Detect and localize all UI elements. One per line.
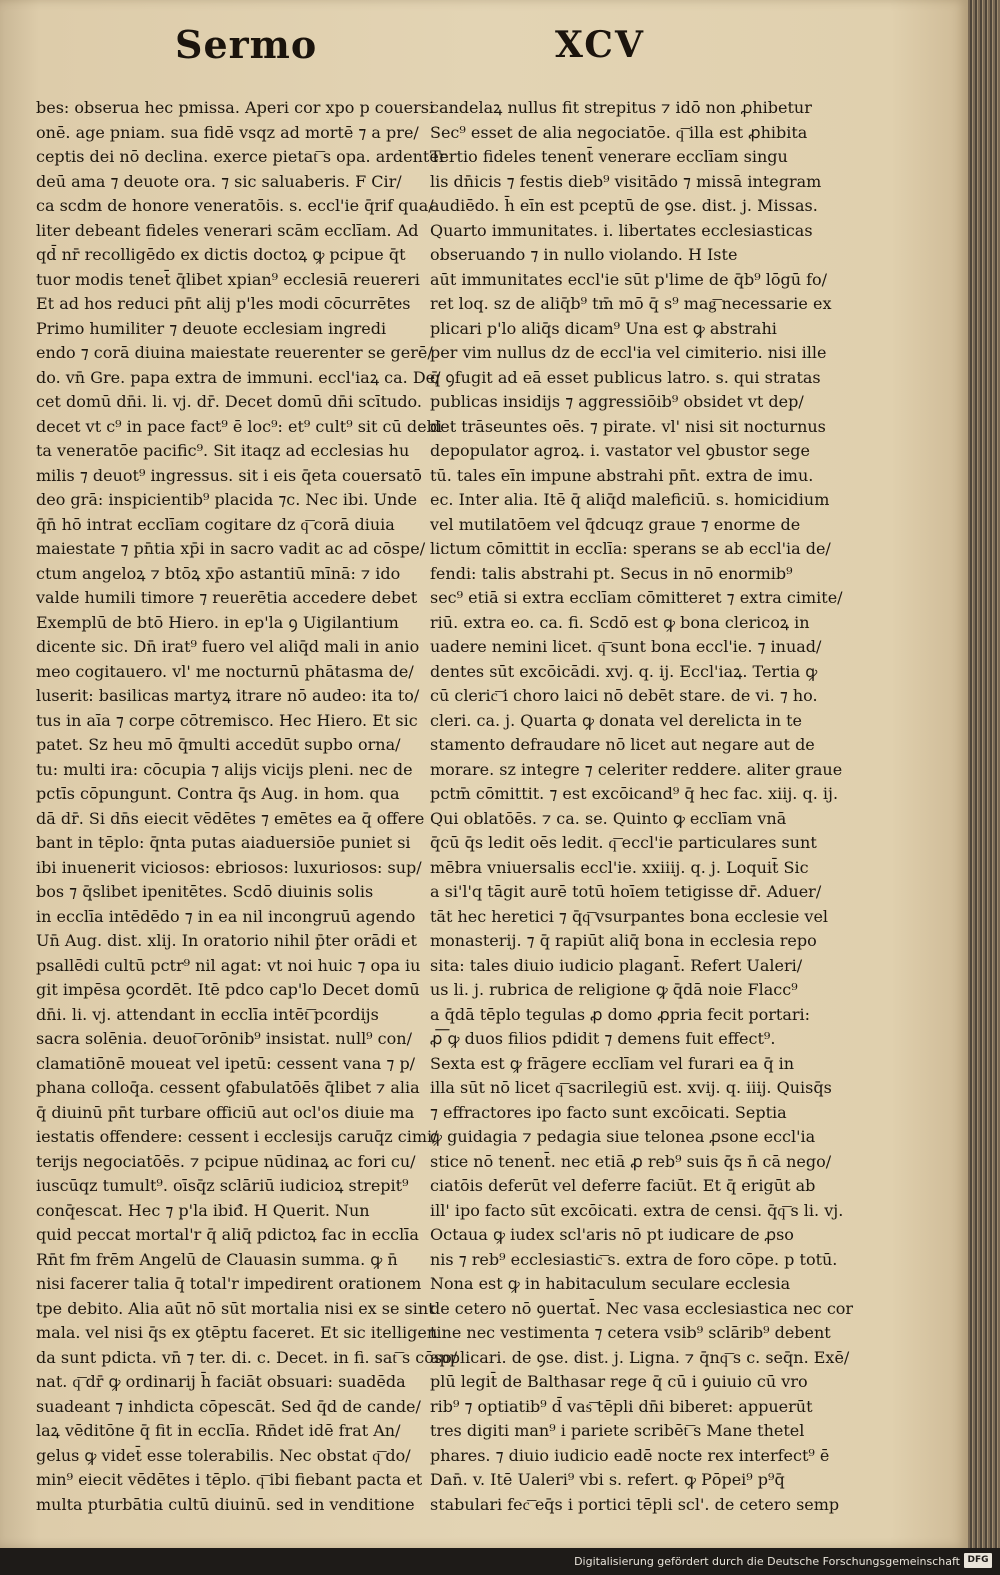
text-line: riū. extra eo. ca. fi. Scdō est ꝙ bona clericoꝝ in [430,612,810,632]
text-line: ec. Inter alia. Itē q̄ aliq̄d maleficiū. s. homicidium [430,490,830,509]
text-line: Sec⁹ esset de alia negociatōe. q͞ illa est ꝓhibita [430,122,808,142]
text-line: Dan̄. v. Itē Ualeri⁹ vbi s. refert. ꝙ Pōpei⁹ p⁹q̄ [430,1470,785,1489]
text-line: iuscūqz tumult⁹. oīsq̄z sclāriū iudicioꝝ strepit⁹ [36,1176,409,1195]
text-line: qd̄ nr̄ recolligēdo ex dictis doctoꝝ ꝙ pcipue q̄t [36,245,406,264]
text-line: tine nec vestimenta ⁊ cetera vsib⁹ sclārib⁹ debent [430,1323,831,1342]
text-line: bos ⁊ q̄slibet ipenitētes. Scdō diuinis solis [36,882,374,901]
text-line: deo grā: inspicientib⁹ placida ⁊c. Nec ibi. Unde [36,490,418,509]
text-line: mala. vel nisi q̄s ex ꝯtēptu faceret. Et sic itelligen [36,1323,438,1342]
text-line: ca scdm de honore veneratōis. s. eccl'ie q̄rif qua/ [36,196,434,215]
text-line: quid peccat mortal'r q̄ aliq̄ pdictoꝝ fac in ecclīa [36,1225,419,1244]
text-line: q̄n̄ hō intrat ecclīam cogitare dz q͞ corā diuia [36,514,395,534]
text-line: ctum angeloꝝ ⁊ btōꝝ xp̄o astantiū mīnā: ⁊ ido [36,563,401,583]
text-line: lictum cōmittit in ecclīa: sperans se ab eccl'ia de/ [430,539,831,558]
text-line: nisi facerer talia q̄ total'r impedirent orationem [36,1274,422,1293]
text-line: decet vt c⁹ in pace fact⁹ ē loc⁹: et⁹ cult⁹ sit cū debi [36,416,442,436]
text-line: stabulari fec͞ eq̄s i portici tēpli scl'. de cetero semp [430,1494,840,1514]
text-line: tāt hec heretici ⁊ q̄q͞ vsurpantes bona ecclesie vel [430,906,829,926]
text-line: sita: tales diuio iudicio plagant̄. Refert Ualeri/ [430,955,803,975]
text-line: mēbra vniuersalis eccl'ie. xxiiij. q. j. Loquit̄ Sic [430,857,809,877]
text-line: sec⁹ etiā si extra ecclīam cōmitteret ⁊ extra cimite/ [430,588,843,607]
text-line: Octaua ꝙ iudex scl'aris nō pt iudicare de ꝓso [430,1225,794,1244]
text-line: tres digiti man⁹ i pariete scribēt͞ s Mane thetel [430,1421,805,1440]
text-line: candelaꝝ nullus fit strepitus ⁊ idō non ꝓhibetur [430,98,812,117]
text-line: q̄ ꝯfugit ad eā esset publicus latro. s. qui stratas [430,367,821,387]
text-column-left [36,96,458,1517]
text-line: Et ad hos reduci pn̄t alij p'les modi cōcurrētes [36,294,411,313]
text-line: ta veneratōe pacific⁹. Sit itaqz ad ecclesias hu [36,441,410,460]
text-line: det trāseuntes oēs. ⁊ pirate. vl' nisi sit nocturnus [430,416,826,436]
text-line: da sunt pdicta. vn̄ ⁊ ter. di. c. Decet. in fi. sat͞ s cōso/ [36,1347,458,1367]
text-line: illa sūt nō licet q͞ sacrilegiū est. xvij. q. iiij. Quisq̄s [430,1078,832,1097]
text-line: q̄cū q̄s ledit oēs ledit. q͞ eccl'ie particulares sunt [430,833,817,852]
footer-credit: Digitalisierung gefördert durch die Deutsche Forschungsgemeinschaft [574,1555,960,1568]
text-line: vel mutilatōem vel q̄dcuqz graue ⁊ enorme de [430,514,801,534]
text-line: bes: obserua hec pmissa. Aperi cor xpo p couersi [36,98,435,117]
text-line: ill' ipo facto sūt excōicati. extra de censi. q̄q͞ s li. vj. [430,1200,844,1220]
text-line: ceptis dei nō declina. exerce pietat͞ s opa. ardenter [36,147,447,166]
text-line: Quarto immunitates. i. libertates ecclesiasticas [430,220,813,240]
text-line: dā dr̄. Si dn̄s eiecit vēdētes ⁊ emētes ea q̄ offere [36,808,425,828]
text-line: onē. age pniam. sua fidē vsqz ad mortē ⁊ a pre/ [36,122,419,142]
text-line: stice nō tenent̄. nec etiā ꝓ reb⁹ suis q̄s n̄ cā nego/ [430,1151,832,1171]
text-line: lis dn̄icis ⁊ festis dieb⁹ visitādo ⁊ missā integram [430,171,822,191]
text-line: ciatōis deferūt vel deferre faciūt. Et q̄ erigūt ab [430,1176,816,1195]
text-line: meo cogitauero. vl' me nocturnū phātasma de/ [36,661,414,681]
text-line: clamatiōnē moueat vel ipetū: cessent vana ⁊ p/ [36,1053,416,1073]
text-line: depopulator agroꝝ. i. vastator vel ꝯbustor sege [430,441,810,460]
text-line: phana colloq̄a. cessent ꝯfabulatōēs q̄libet ⁊ alia [36,1078,420,1097]
text-line: us li. j. rubrica de religione ꝙ q̄dā noie Flacc⁹ [430,980,798,999]
text-line: ꝙ guidagia ⁊ pedagia siue telonea ꝓsone eccl'ia [430,1127,816,1146]
text-line: liter debeant fideles venerari scām ecclīam. Ad [36,220,419,240]
dfg-logo-icon: DFG [964,1553,992,1568]
text-line: ret loq. sz de aliq̄b⁹ tm̄ mō q̄ s⁹ mag͞ necessarie ex [430,294,832,313]
text-line: nis ⁊ reb⁹ ecclesiastic͞ s. extra de foro cōpe. p totū. [430,1249,838,1269]
text-line: terijs negociatōēs. ⁊ pcipue nūdinaꝝ ac fori cu/ [36,1151,416,1171]
text-line: de cetero nō ꝯuertat̄. Nec vasa ecclesiastica nec cor [430,1298,854,1318]
text-line: patet. Sz heu mō q̄multi accedūt supbo orna/ [36,735,401,754]
text-line: cū cleric͞ i choro laici nō debēt stare. de vi. ⁊ ho. [430,686,818,705]
text-line: a si'l'q tāgit aurē totū hoīem tetigisse dr̄. Aduer/ [430,882,822,901]
text-line: multa pturbātia cultū diuinū. sed in venditione [36,1494,415,1514]
text-line: tū. tales eīn impune abstrahi pn̄t. extra de imu. [430,465,814,485]
text-line: ibi inuenerit viciosos: ebriosos: luxuriosos: sup/ [36,857,422,877]
text-line: nat. q͞ dr̄ ꝙ ordinarij h̄ faciāt obsuari: suadēda [36,1372,406,1391]
text-line: gelus ꝙ videt̄ esse tolerabilis. Nec obstat q͞ do/ [36,1445,411,1465]
text-line: per vim nullus dz de eccl'ia vel cimiterio. nisi ille [430,343,827,362]
text-line: cet domū dn̄i. li. vj. dr̄. Decet domū dn̄i scītudo. [36,392,422,411]
text-line: plū legit̄ de Balthasar rege q̄ cū i ꝯuiuio cū vro [430,1372,808,1391]
text-line: luserit: basilicas martyꝝ itrare nō audeo: ita to/ [36,686,420,705]
running-head-title: Sermo [175,22,318,67]
text-line: laꝝ vēditōne q̄ fit in ecclīa. Rn̄det idē frat An/ [36,1421,401,1440]
text-line: obseruando ⁊ in nullo violando. H Iste [430,245,738,264]
text-line: maiestate ⁊ pn̄tia xp̄i in sacro vadit ac ad cōspe/ [36,539,426,558]
text-line: Nona est ꝙ in habitaculum seculare ecclesia [430,1274,791,1293]
text-line: audiēdo. h̄ eīn est pceptū de ꝯse. dist. j. Missas. [430,196,818,215]
text-line: min⁹ eiecit vēdētes i tēplo. q͞ ibi fiebant pacta et [36,1470,423,1489]
text-line: iestatis offendere: cessent i ecclesijs caruq̄z cimi/ [36,1127,438,1146]
text-line: suadeant ⁊ inhdicta cōpescāt. Sed q̄d de cande/ [36,1396,421,1416]
text-line: phares. ⁊ diuio iudicio eadē nocte rex interfect⁹ ē [430,1445,830,1465]
text-line: endo ⁊ corā diuina maiestate reuerenter se gerē/ [36,343,433,362]
text-line: in ecclīa intēdēdo ⁊ in ea nil incongruū agendo [36,906,416,926]
text-line: uadere nemini licet. q͞ sunt bona eccl'ie. ⁊ inuad/ [430,637,822,656]
text-line: dn̄i. li. vj. attendant in ecclīa intēt͞ pcordijs [36,1004,379,1024]
text-line: bant in tēplo: q̄nta putas aiaduersiōe puniet si [36,833,411,852]
text-line: sacra solēnia. deuot͞ orōnib⁹ insistat. null⁹ con/ [36,1029,412,1048]
text-line: aūt immunitates eccl'ie sūt p'lime de q̄b⁹ lōgū fo/ [430,269,828,289]
text-line: Exemplū de btō Hiero. in ep'la ꝯ Uigilantium [36,612,399,632]
text-line: tu: multi ira: cōcupia ⁊ alijs vicijs pleni. nec de [36,759,413,779]
text-line: q̄ diuinū pn̄t turbare officiū aut ocl'os diuie ma [36,1102,415,1122]
text-line: git impēsa ꝯcordēt. Itē pdco cap'lo Decet domū [36,980,420,999]
text-line: dentes sūt excōicādi. xvj. q. ij. Eccl'iaꝝ. Tertia ꝙ [430,661,818,681]
text-line: deū ama ⁊ deuote ora. ⁊ sic saluaberis. F Cir/ [36,171,402,191]
text-line: cleri. ca. j. Quarta ꝙ donata vel derelicta in te [430,710,803,730]
text-line: dicente sic. Dn̄ irat⁹ fuero vel aliq̄d mali in anio [36,637,420,656]
text-line: Un̄ Aug. dist. xlij. In oratorio nihil p̄ter orādi et [36,931,417,950]
text-line: ꝓ͞ ꝙ duos filios pdidit ⁊ demens fuit effect⁹. [430,1029,776,1048]
text-line: a q̄dā tēplo tegulas ꝓ domo ꝓpria fecit portari: [430,1004,811,1024]
text-line: Rn̄t fm frēm Angelū de Clauasin summa. ꝙ n̄ [36,1249,398,1269]
text-line: psallēdi cultū pctr⁹ nil agat: vt noi huic ⁊ opa iu [36,955,421,975]
text-column-right [430,96,854,1517]
folio-number: XCV [555,24,645,66]
text-line: publicas insidijs ⁊ aggressiōib⁹ obsidet vt dep/ [430,392,804,411]
text-line: tpe debito. Alia aūt nō sūt mortalia nisi ex se sint [36,1298,435,1318]
text-line: Qui oblatōēs. ⁊ ca. se. Quinto ꝙ ecclīam vnā [430,808,787,828]
text-line: plicari p'lo aliq̄s dicam⁹ Una est ꝙ abstrahi [430,318,777,338]
text-line: tuor modis tenet̄ q̄libet xpian⁹ ecclesiā reuereri [36,269,420,289]
text-line: pctm̄ cōmittit. ⁊ est excōicand⁹ q̄ hec fac. xiij. q. ij. [430,784,839,803]
text-line: tus in aīa ⁊ corpe cōtremisco. Hec Hiero. Et sic [36,710,418,730]
text-line: milis ⁊ deuot⁹ ingressus. sit i eis q̄eta couersatō [36,465,422,485]
text-line: stamento defraudare nō licet aut negare aut de [430,735,815,754]
text-line: Tertio fideles tenent̄ venerare ecclīam singu [430,147,788,166]
text-line: pctīs cōpungunt. Contra q̄s Aug. in hom. qua [36,784,400,803]
text-line: valde humili timore ⁊ reuerētia accedere debet [36,588,418,607]
text-line: conq̄escat. Hec ⁊ p'la ibiđ. H Querit. Nun [36,1200,370,1220]
text-line: ⁊ effractores ipo facto sunt excōicati. Septia [430,1102,787,1122]
text-line: Sexta est ꝙ frāgere ecclīam vel furari ea q̄ in [430,1053,795,1073]
text-line: morare. sz integre ⁊ celeriter reddere. aliter graue [430,759,843,779]
text-line: applicari. de ꝯse. dist. j. Ligna. ⁊ q̄nq͞ s c. seq̄n. Exē/ [430,1347,850,1367]
text-line: fendi: talis abstrahi pt. Secus in nō enormib⁹ [430,563,793,583]
page-edge-stack [968,0,1000,1548]
text-line: rib⁹ ⁊ optiatib⁹ d̄ vas͞ tēpli dn̄i biberet: appuerūt [430,1396,813,1416]
text-line: do. vn̄ Gre. papa extra de immuni. eccl'iaꝝ ca. De/ [36,367,441,387]
text-line: Primo humiliter ⁊ deuote ecclesiam ingredi [36,318,387,338]
text-line: monasterij. ⁊ q̄ rapiūt aliq̄ bona in ecclesia repo [430,931,817,950]
